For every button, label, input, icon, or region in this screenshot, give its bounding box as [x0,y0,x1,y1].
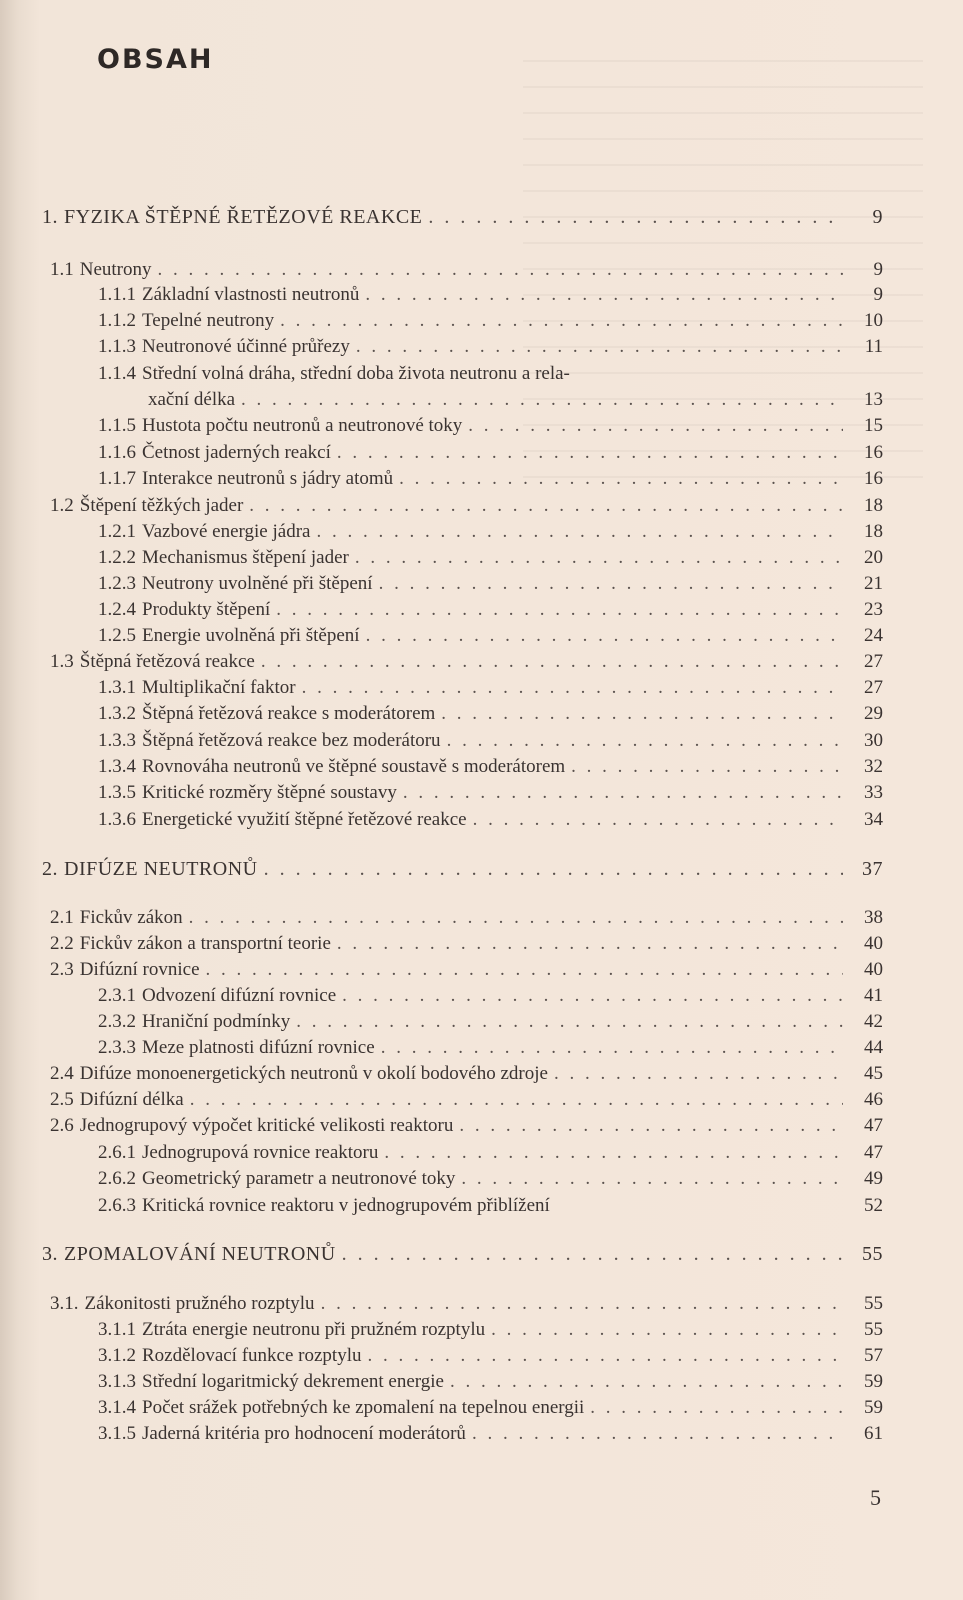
toc-label: Neutrony uvolněné při štěpení [142,573,373,594]
toc-page-number: 61 [864,1423,883,1444]
toc-subsection [0,755,963,779]
toc-number: 1.1 [50,259,74,280]
toc-number: 1.3.1 [98,677,136,698]
toc-number: 2.3 [50,959,74,980]
toc-page-number: 9 [873,259,883,280]
toc-number: 2.5 [50,1089,74,1110]
toc-number: 1.1.7 [98,468,136,489]
toc-page-number: 9 [873,284,883,305]
leader-dots [296,1010,843,1034]
toc-section [0,258,963,282]
toc-section [0,1088,963,1112]
toc-page-number: 34 [864,809,883,830]
toc-label: FYZIKA ŠTĚPNÉ ŘETĚZOVÉ REAKCE [64,206,423,228]
toc-label: Energie uvolněná při štěpení [142,625,360,646]
toc-page-number: 10 [864,310,883,331]
toc-subsection [0,441,963,465]
toc-number: 1.2 [50,495,74,516]
toc-subsection [0,1318,963,1342]
toc-page-number: 16 [864,442,883,463]
toc-label: Hustota počtu neutronů a neutronové toky [142,415,463,436]
toc-page-number: 24 [864,625,883,646]
leader-dots [276,598,843,622]
toc-label: Meze platnosti difúzní rovnice [142,1037,375,1058]
toc-label: xační délka [148,389,236,410]
leader-dots [428,205,843,229]
toc-section [0,1292,963,1316]
toc-page-number: 38 [864,907,883,928]
toc-page-number: 16 [864,468,883,489]
toc-number: 1.3.5 [98,782,136,803]
toc-number: 2. [42,858,58,880]
toc-subsection [0,1141,963,1165]
toc-section [0,906,963,930]
toc-label: DIFÚZE NEUTRONŮ [64,858,258,880]
leader-dots [261,650,843,674]
toc-label: Kritické rozměry štěpné soustavy [142,782,397,803]
page-title: OBSAH [97,44,214,75]
toc-label: Multiplikační faktor [142,677,296,698]
toc-label: Hraniční podmínky [142,1011,291,1032]
leader-dots [355,546,843,570]
toc-number: 3.1.5 [98,1423,136,1444]
leader-dots [316,520,843,544]
toc-label: Geometrický parametr a neutronové toky [142,1168,456,1189]
toc-subsection [0,781,963,805]
toc-label: Štěpná řetězová reakce [79,651,255,672]
toc-number: 1.1.4 [98,363,136,384]
toc-label: Rovnováha neutronů ve štěpné soustavě s moderátorem [142,756,566,777]
leader-dots [342,984,843,1008]
toc-page-number: 18 [864,495,883,516]
toc-page-number: 13 [864,389,883,410]
toc-page-number: 47 [864,1115,883,1136]
toc-page-number: 47 [864,1142,883,1163]
toc-label: Jaderná kritéria pro hodnocení moderátorů [142,1423,466,1444]
toc-subsection [0,729,963,753]
toc-label: Neutronové účinné průřezy [142,336,350,357]
toc-label: Štěpná řetězová reakce bez moderátoru [142,730,441,751]
toc-label: Difúzní rovnice [79,959,200,980]
toc-subsection [0,283,963,307]
toc-page-number: 45 [864,1063,883,1084]
toc-page-number: 27 [864,677,883,698]
leader-dots [337,932,843,956]
toc-label: Produkty štěpení [142,599,271,620]
toc-page-number: 42 [864,1011,883,1032]
toc-page-number: 21 [864,573,883,594]
toc-number: 1.3.4 [98,756,136,777]
toc-chapter [0,205,963,229]
toc-page-number: 41 [864,985,883,1006]
toc-label: ZPOMALOVÁNÍ NEUTRONŮ [64,1243,336,1265]
toc-chapter [0,857,963,881]
leader-dots [379,572,843,596]
toc-number: 1.3.6 [98,809,136,830]
toc-page-number: 11 [864,336,883,357]
toc-number: 1.1.2 [98,310,136,331]
toc-label: Interakce neutronů s jádry atomů [142,468,394,489]
toc-label: Ztráta energie neutronu při pružném rozptylu [142,1319,486,1340]
toc-page-number: 37 [862,858,883,880]
toc-label: Fickův zákon [79,907,183,928]
toc-subsection [0,309,963,333]
toc-label: Četnost jaderných reakcí [142,442,331,463]
toc-label: Rozdělovací funkce rozptylu [142,1345,362,1366]
leader-dots [337,441,843,465]
toc-section [0,1114,963,1138]
toc-number: 1.2.4 [98,599,136,620]
toc-label: Neutrony [79,259,152,280]
leader-dots [280,309,843,333]
toc-page-number: 32 [864,756,883,777]
leader-dots [450,1370,843,1394]
toc-page-number: 30 [864,730,883,751]
toc-page-number: 27 [864,651,883,672]
toc-label: Štěpná řetězová reakce s moderátorem [142,703,436,724]
toc-page-number: 23 [864,599,883,620]
toc-number: 2.4 [50,1063,74,1084]
leader-dots [241,388,843,412]
toc-label: Počet srážek potřebných ke zpomalení na tepelnou energii [142,1397,585,1418]
toc-page-number: 18 [864,521,883,542]
toc-subsection [0,546,963,570]
toc-label: Jednogrupová rovnice reaktoru [142,1142,379,1163]
leader-dots [356,335,843,359]
leader-dots [491,1318,843,1342]
toc-label: Energetické využití štěpné řetězové reakce [142,809,467,830]
leader-dots [366,624,843,648]
toc-label: Vazbové energie jádra [142,521,311,542]
toc-subsection [0,414,963,438]
toc-number: 1.1.5 [98,415,136,436]
toc-number: 2.3.2 [98,1011,136,1032]
toc-page-number: 9 [872,206,883,228]
toc-number: 3.1.4 [98,1397,136,1418]
toc-label: Tepelné neutrony [142,310,275,331]
toc-number: 1.2.5 [98,625,136,646]
toc-number: 1. [42,206,58,228]
toc-subsection [0,1010,963,1034]
toc-number: 1.2.1 [98,521,136,542]
toc-number: 3.1.1 [98,1319,136,1340]
toc-subsection [0,572,963,596]
toc-number: 1.3.2 [98,703,136,724]
toc-section [0,650,963,674]
toc-number: 3.1. [50,1293,79,1314]
toc-label: Štěpení těžkých jader [79,495,244,516]
toc-page-number: 59 [864,1397,883,1418]
leader-dots [381,1036,843,1060]
toc-label: Fickův zákon a transportní teorie [79,933,331,954]
leader-dots [403,781,843,805]
toc-page-number: 15 [864,415,883,436]
toc-number: 1.3 [50,651,74,672]
toc-section [0,494,963,518]
toc-subsection [0,388,963,412]
leader-dots [554,1062,843,1086]
leader-dots [158,258,843,282]
toc-subsection [0,1036,963,1060]
toc-subsection [0,467,963,491]
toc-number: 1.1.3 [98,336,136,357]
leader-dots [472,1422,843,1446]
toc-subsection [0,676,963,700]
leader-dots [302,676,843,700]
toc-page-number: 49 [864,1168,883,1189]
toc-subsection [0,1396,963,1420]
toc-number: 2.6.3 [98,1195,136,1216]
toc-label: Střední logaritmický dekrement energie [142,1371,444,1392]
toc-number: 2.2 [50,933,74,954]
toc-subsection [0,520,963,544]
toc-subsection [0,335,963,359]
toc-subsection [0,598,963,622]
toc-chapter [0,1242,963,1266]
toc-number: 3. [42,1243,58,1265]
leader-dots [384,1141,843,1165]
toc-subsection [0,1370,963,1394]
toc-subsection [0,1344,963,1368]
leader-dots [321,1292,843,1316]
leader-dots [473,808,843,832]
toc-number: 2.6.2 [98,1168,136,1189]
leader-dots [468,414,843,438]
toc-page-number: 52 [864,1195,883,1216]
leader-dots [399,467,843,491]
leader-dots [461,1167,843,1191]
toc-label: Základní vlastnosti neutronů [142,284,360,305]
toc-subsection [0,1167,963,1191]
page-number: 5 [870,1485,881,1510]
toc-number: 1.1.1 [98,284,136,305]
toc-section [0,932,963,956]
toc-section [0,1062,963,1086]
toc-subsection [0,808,963,832]
leader-dots [189,906,843,930]
toc-label: Zákonitosti pružného rozptylu [84,1293,315,1314]
toc-page-number: 20 [864,547,883,568]
toc-page-number: 46 [864,1089,883,1110]
toc-page-number: 55 [862,1243,883,1265]
toc-label: Odvození difúzní rovnice [142,985,337,1006]
leader-dots [206,958,843,982]
toc-subsection [0,362,963,386]
toc-number: 1.1.6 [98,442,136,463]
leader-dots [342,1242,843,1266]
toc-number: 1.3.3 [98,730,136,751]
toc-subsection [0,702,963,726]
toc-number: 2.6.1 [98,1142,136,1163]
toc-number: 3.1.2 [98,1345,136,1366]
toc-label: Difúzní délka [79,1089,184,1110]
toc-subsection [0,1194,963,1218]
toc-page-number: 40 [864,959,883,980]
toc-number: 1.2.2 [98,547,136,568]
toc-label: Střední volná dráha, střední doba života neutronu a rela- [142,363,570,384]
toc-page-number: 59 [864,1371,883,1392]
leader-dots [459,1114,843,1138]
toc-label: Mechanismus štěpení jader [142,547,349,568]
leader-dots [249,494,843,518]
leader-dots [365,283,843,307]
toc-subsection [0,984,963,1008]
toc-page-number: 57 [864,1345,883,1366]
toc-number: 2.1 [50,907,74,928]
toc-subsection [0,1422,963,1446]
toc-page-number: 44 [864,1037,883,1058]
leader-dots [571,755,843,779]
leader-dots [190,1088,843,1112]
toc-section [0,958,963,982]
toc-number: 2.3.3 [98,1037,136,1058]
toc-page-number: 29 [864,703,883,724]
toc-page-number: 40 [864,933,883,954]
toc-number: 1.2.3 [98,573,136,594]
toc-page-number: 55 [864,1319,883,1340]
leader-dots [367,1344,843,1368]
leader-dots [447,729,843,753]
toc-label: Difúze monoenergetických neutronů v okolí bodového zdroje [79,1063,548,1084]
toc-subsection [0,624,963,648]
leader-dots [441,702,843,726]
toc-number: 3.1.3 [98,1371,136,1392]
toc-number: 2.3.1 [98,985,136,1006]
toc-page-number: 33 [864,782,883,803]
leader-dots [264,857,843,881]
leader-dots [590,1396,843,1420]
toc-label: Jednogrupový výpočet kritické velikosti reaktoru [79,1115,454,1136]
toc-label: Kritická rovnice reaktoru v jednogrupovém přiblížení [142,1195,550,1216]
toc-page-number: 55 [864,1293,883,1314]
toc-number: 2.6 [50,1115,74,1136]
